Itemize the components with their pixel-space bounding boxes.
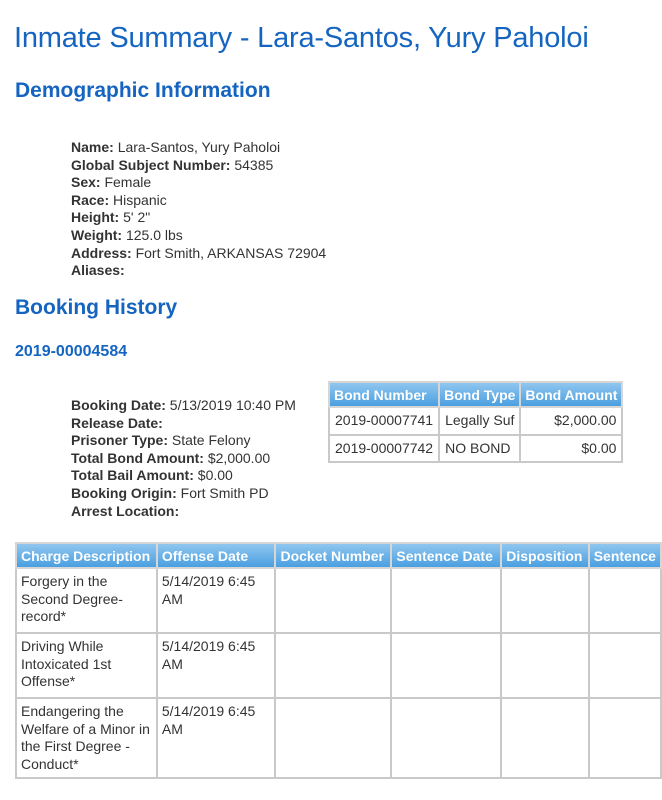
charge-cell (275, 633, 391, 698)
charge-cell (275, 568, 391, 633)
demographic-field-value: 5' 2" (123, 209, 151, 226)
charge-cell: Endangering the Welfare of a Minor in the First Degree - Conduct* (16, 698, 157, 778)
booking-info (71, 397, 296, 520)
booking-field-label: Release Date: (71, 414, 163, 431)
demographic-field-row (71, 139, 326, 157)
bond-cell: Legally Suf (439, 407, 520, 435)
charge-table (15, 542, 662, 779)
booking-field-label: Total Bond Amount: (71, 449, 204, 466)
charge-header[interactable]: Docket Number (275, 543, 391, 568)
demographic-info (71, 139, 326, 280)
demographic-field-row (71, 209, 326, 227)
charge-row (16, 698, 661, 778)
booking-field-label: Prisoner Type: (71, 432, 168, 449)
bond-header[interactable]: Bond Type (439, 382, 520, 407)
bond-row (329, 407, 622, 435)
page-title: Inmate Summary - Lara-Santos, Yury Paholoi (14, 22, 589, 54)
charge-header[interactable]: Sentence Date (391, 543, 501, 568)
bond-cell: 2019-00007742 (329, 435, 439, 463)
charge-header[interactable]: Charge Description (16, 543, 157, 568)
demographic-field-row (71, 157, 326, 175)
bond-header[interactable]: Bond Amount (520, 382, 622, 407)
charge-cell: 5/14/2019 6:45 AM (157, 568, 276, 633)
charge-cell (391, 698, 501, 778)
charge-cell (589, 698, 661, 778)
charge-header[interactable]: Sentence (589, 543, 661, 568)
demographic-field-row (71, 245, 326, 263)
bond-cell: $0.00 (520, 435, 622, 463)
charge-header[interactable]: Offense Date (157, 543, 276, 568)
demographic-field-row (71, 227, 326, 245)
charge-row (16, 633, 661, 698)
bond-header[interactable]: Bond Number (329, 382, 439, 407)
booking-field-label: Booking Date: (71, 397, 166, 413)
demographic-field-row (71, 192, 326, 210)
bond-cell: $2,000.00 (520, 407, 622, 435)
charge-cell (275, 698, 391, 778)
charge-cell (589, 568, 661, 633)
demographic-field-value: Lara-Santos, Yury Paholoi (117, 139, 281, 155)
booking-field-value: Fort Smith PD (180, 484, 269, 501)
booking-field-row (71, 503, 296, 521)
demographic-field-label: Name: (71, 139, 114, 155)
demographic-field-label: Weight: (71, 226, 123, 243)
charge-row (16, 568, 661, 633)
bond-row (329, 435, 622, 463)
demographic-field-label: Global Subject Number: (71, 156, 231, 173)
charge-cell (501, 698, 588, 778)
demographic-field-label: Race: (71, 191, 110, 208)
charge-cell (391, 568, 501, 633)
booking-field-value: State Felony (171, 432, 251, 449)
demographic-field-value: 125.0 lbs (125, 226, 183, 243)
charge-cell: 5/14/2019 6:45 AM (157, 698, 276, 778)
booking-field-label: Booking Origin: (71, 484, 177, 501)
demographic-field-row (71, 262, 326, 280)
booking-field-row (71, 485, 296, 503)
booking-field-row (71, 397, 296, 415)
demographic-field-label: Sex: (71, 174, 101, 191)
demographic-field-value: Hispanic (113, 191, 167, 208)
booking-field-value: $2,000.00 (207, 449, 271, 466)
demographic-field-value: Fort Smith, ARKANSAS 72904 (135, 244, 327, 261)
booking-field-row (71, 432, 296, 450)
demographic-heading: Demographic Information (15, 79, 271, 102)
booking-field-value: 5/13/2019 10:40 PM (169, 397, 296, 413)
booking-field-label: Arrest Location: (71, 502, 180, 519)
demographic-field-row (71, 174, 326, 192)
charge-cell: 5/14/2019 6:45 AM (157, 633, 276, 698)
booking-field-row (71, 415, 296, 433)
booking-field-row (71, 467, 296, 485)
bond-cell: NO BOND (439, 435, 520, 463)
booking-field-row (71, 450, 296, 468)
charge-cell: Driving While Intoxicated 1st Offense* (16, 633, 157, 698)
demographic-field-value: 54385 (234, 156, 274, 173)
booking-number: 2019-00004584 (15, 343, 128, 360)
bond-cell: 2019-00007741 (329, 407, 439, 435)
demographic-field-label: Address: (71, 244, 132, 261)
charge-cell (391, 633, 501, 698)
booking-field-value: $0.00 (197, 467, 233, 484)
demographic-field-label: Height: (71, 209, 120, 226)
demographic-field-label: Aliases: (71, 262, 125, 279)
booking-history-heading: Booking History (15, 296, 178, 319)
bond-table (328, 381, 623, 463)
charge-header[interactable]: Disposition (501, 543, 588, 568)
charge-cell (501, 633, 588, 698)
demographic-field-value: Female (104, 174, 152, 191)
charge-cell (501, 568, 588, 633)
booking-field-label: Total Bail Amount: (71, 467, 194, 484)
charge-cell (589, 633, 661, 698)
charge-cell: Forgery in the Second Degree-record* (16, 568, 157, 633)
